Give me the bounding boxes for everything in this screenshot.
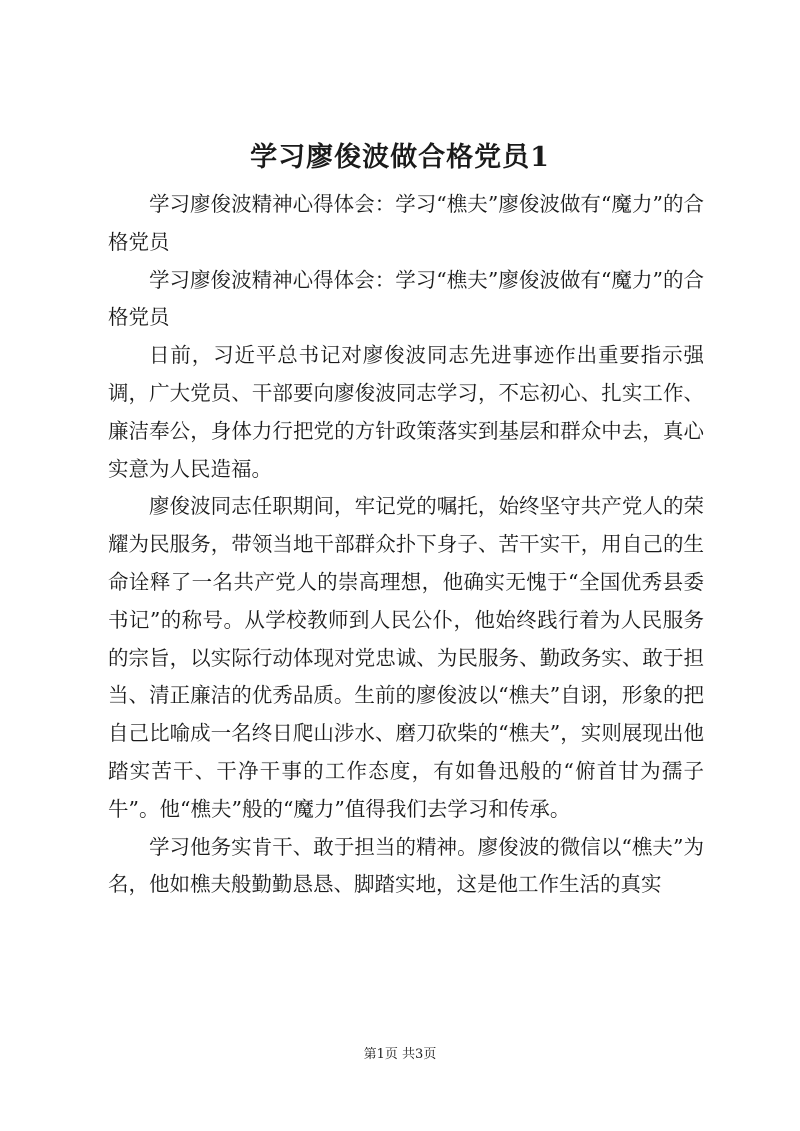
document-body bbox=[108, 186, 704, 904]
paragraph: 学习廖俊波精神心得体会：学习“樵夫”廖俊波做有“魔力”的合格党员 bbox=[108, 192, 704, 254]
page-number-footer: 第1页 共3页 bbox=[363, 1047, 437, 1062]
document-title: 学习廖俊波做合格党员1 bbox=[250, 142, 550, 173]
paragraph: 学习廖俊波精神心得体会：学习“樵夫”廖俊波做有“魔力”的合格党员 bbox=[108, 267, 704, 330]
paragraph: 日前，习近平总书记对廖俊波同志先进事迹作出重要指示强调，广大党员、干部要向廖俊波同志学习，不忘初心、扎实工作、廉洁奉公，身体力行把党的方针政策落实到基层和群众中去，真心实意为人民造福。 bbox=[108, 343, 704, 481]
paragraph: 学习他务实肯干、敢于担当的精神。廖俊波的微信以“樵夫”为名，他如樵夫般勤勤恳恳、脚踏实地，这是他工作生活的真实 bbox=[108, 834, 704, 897]
paragraph: 廖俊波同志任职期间，牢记党的嘱托，始终坚守共产党人的荣耀为民服务，带领当地干部群众扑下身子、苦干实干，用自己的生命诠释了一名共产党人的崇高理想，他确实无愧于“全国优秀县委书记”的称号。从学校教师到人民公仆，他始终践行着为人民服务的宗旨，以实际行动体现对党忠诚、为民服务、勤政务实、敢于担当、清正廉洁的优秀品质。生前的廖俊波以“樵夫”自诩，形象的把自己比喻成一名终日爬山涉水、磨刀砍柴的“樵夫”，实则展现出他踏实苦干、干净干事的工作态度，有如鲁迅般的“俯首甘为孺子牛”。他“樵夫”般的“魔力”值得我们去学习和传承。 bbox=[108, 494, 704, 821]
